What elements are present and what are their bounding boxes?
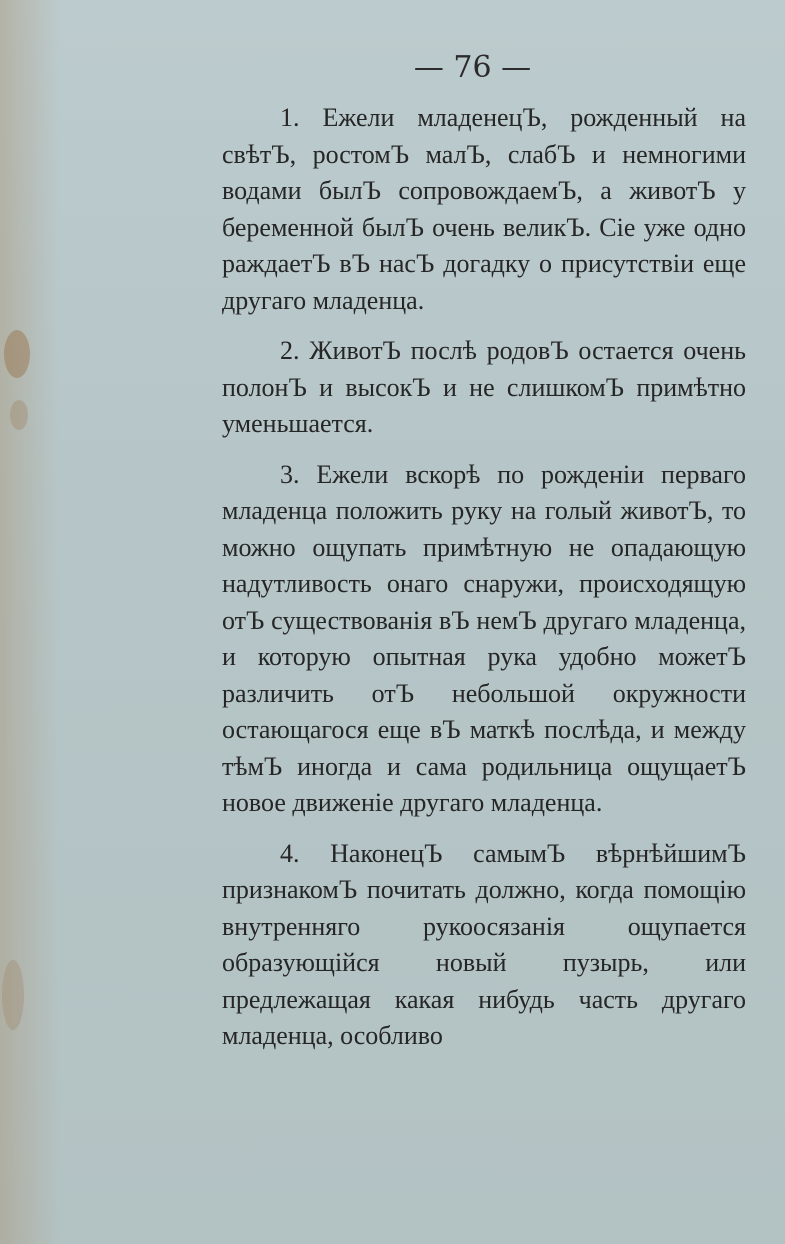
paper-stain bbox=[10, 400, 28, 430]
paragraph-1: 1. Ежели младенецЪ, рожденный на свѣтЪ, ростомЪ малЪ, слабЪ и немногими водами былЪ сопровождаемЪ, а животЪ у беременной былЪ очень великЪ. Сіе уже одно раждаетЪ вЪ насЪ догадку о присутствіи еще другаго младенца. bbox=[222, 103, 746, 315]
paragraph-2: 2. ЖивотЪ послѣ родовЪ остается очень полонЪ и высокЪ и не слишкомЪ примѣтно уменьшается. bbox=[222, 336, 746, 438]
body-text bbox=[222, 100, 746, 1069]
paper-stain bbox=[4, 330, 30, 378]
paragraph-3: 3. Ежели вскорѣ по рожденіи перваго младенца положить руку на голый животЪ, то можно ощупать примѣтную не опадающую надутливость онаго снаружи, происходящую отЪ существованія вЪ немЪ другаго младенца, и которую опытная рука удобно можетЪ различить отЪ небольшой окружности остающагося еще вЪ маткѣ послѣда, и между тѣмЪ иногда и сама родильница ощущаетЪ новое движеніе другаго младенца. bbox=[222, 459, 746, 817]
paper-stain bbox=[2, 960, 24, 1030]
page-number: — 76 — bbox=[413, 50, 532, 85]
paragraph-4: 4. НаконецЪ самымЪ вѣрнѣйшимЪ признакомЪ почитать должно, когда помощію внутренняго рукоосязанія ощупается образующійся новый пузырь, или предлежащая какая нибудь часть другаго младенца, особливо bbox=[222, 838, 746, 1050]
